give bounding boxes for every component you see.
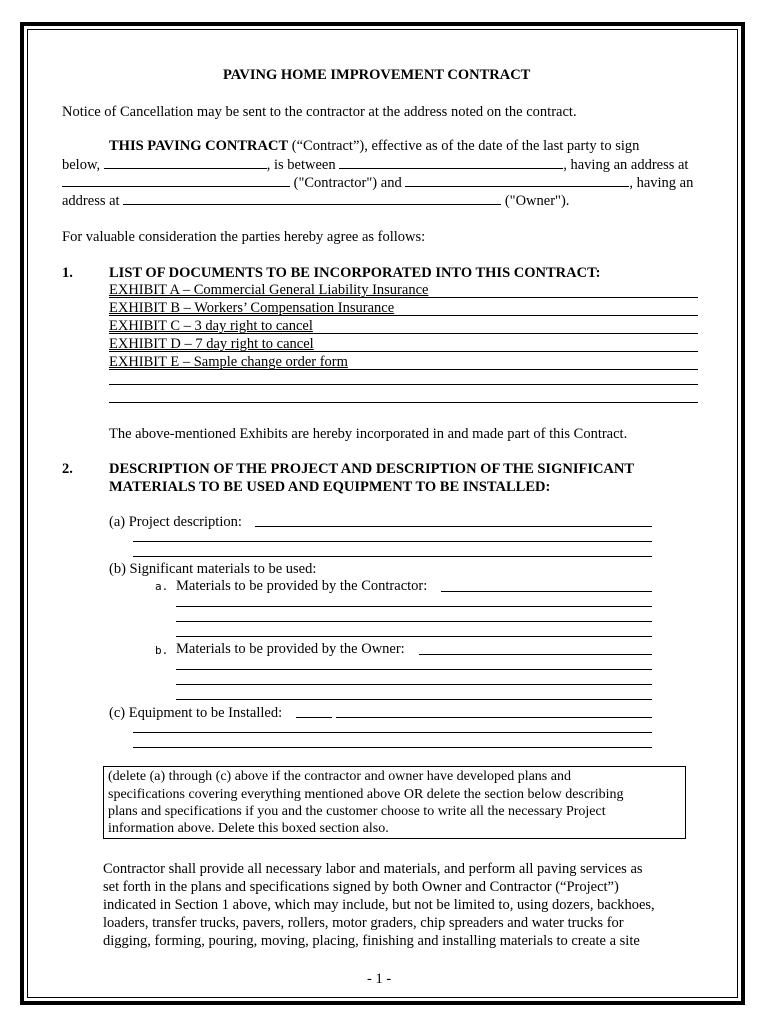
equipment-blank-short[interactable] xyxy=(296,717,332,718)
document-title: PAVING HOME IMPROVEMENT CONTRACT xyxy=(223,67,531,83)
exhibit-blank-line[interactable] xyxy=(109,384,698,385)
paragraph-line: loaders, transfer trucks, pavers, rollers, motor graders, chip spreaders and water trucks for xyxy=(103,915,624,931)
intro-line2-c: , having an address at xyxy=(563,157,689,173)
project-description-blank[interactable] xyxy=(133,556,652,557)
exhibit-d-label: EXHIBIT D – 7 day right to cancel xyxy=(109,336,314,352)
intro-line-2 xyxy=(62,155,688,174)
significant-materials-label: (b) Significant materials to be used: xyxy=(109,561,317,577)
section2-heading-line1: DESCRIPTION OF THE PROJECT AND DESCRIPTION OF THE SIGNIFICANT xyxy=(109,461,635,477)
intro-line3-a: ("Contractor") and xyxy=(290,175,406,191)
materials-contractor-blank[interactable] xyxy=(176,621,652,622)
exhibit-c xyxy=(109,317,698,334)
materials-owner-marker: b. xyxy=(155,644,169,657)
equipment-blank[interactable] xyxy=(133,747,652,748)
intro-line2-b: , is between xyxy=(266,157,340,173)
intro-bold: THIS PAVING CONTRACT xyxy=(109,138,289,154)
intro-line2-a: below, xyxy=(62,157,104,173)
contractor-name-blank[interactable] xyxy=(339,155,563,169)
exhibit-e-label: EXHIBIT E – Sample change order form xyxy=(109,354,348,370)
section2-heading-line2: MATERIALS TO BE USED AND EQUIPMENT TO BE INSTALLED: xyxy=(109,479,551,495)
cancellation-notice: Notice of Cancellation may be sent to the contractor at the address noted on the contract. xyxy=(62,104,577,120)
exhibit-e xyxy=(109,353,698,370)
exhibit-b-label: EXHIBIT B – Workers’ Compensation Insurance xyxy=(109,300,395,316)
intro-line-3 xyxy=(62,173,693,192)
exhibit-d xyxy=(109,335,698,352)
project-description-label: (a) Project description: xyxy=(109,514,242,530)
section1-heading: LIST OF DOCUMENTS TO BE INCORPORATED INTO THIS CONTRACT: xyxy=(109,265,601,281)
equipment-blank[interactable] xyxy=(133,732,652,733)
exhibit-c-label: EXHIBIT C – 3 day right to cancel xyxy=(109,318,313,334)
paragraph-line: Contractor shall provide all necessary labor and materials, and perform all paving services as xyxy=(103,861,643,877)
owner-address-blank[interactable] xyxy=(123,191,501,205)
paragraph-line: set forth in the plans and specifications signed by both Owner and Contractor (“Project”) xyxy=(103,879,619,895)
intro-line4-a: address at xyxy=(62,193,124,209)
consideration-text: For valuable consideration the parties hereby agree as follows: xyxy=(62,229,426,245)
intro-line3-b: , having an xyxy=(629,175,694,191)
section1-number: 1. xyxy=(62,265,73,281)
exhibit-a xyxy=(109,281,698,298)
paragraph-line: indicated in Section 1 above, which may include, but not be limited to, using dozers, backhoes, xyxy=(103,897,655,913)
materials-owner-blank[interactable] xyxy=(419,654,652,655)
paragraph-line: digging, forming, pouring, moving, placing, finishing and installing materials to create a site xyxy=(103,933,640,949)
materials-owner-blank[interactable] xyxy=(176,699,652,700)
materials-contractor-blank[interactable] xyxy=(441,591,652,592)
note-line: (delete (a) through (c) above if the contractor and owner have developed plans and xyxy=(108,769,571,784)
intro-line-1 xyxy=(109,137,639,155)
materials-owner-blank[interactable] xyxy=(176,669,652,670)
exhibits-closing: The above-mentioned Exhibits are hereby incorporated in and made part of this Contract. xyxy=(109,426,628,442)
materials-owner-label: Materials to be provided by the Owner: xyxy=(176,641,405,657)
materials-contractor-marker: a. xyxy=(155,580,169,593)
note-line: information above. Delete this boxed section also. xyxy=(108,821,389,836)
equipment-blank[interactable] xyxy=(336,717,652,718)
equipment-label: (c) Equipment to be Installed: xyxy=(109,705,283,721)
contractor-address-blank[interactable] xyxy=(62,173,290,187)
intro-line-4 xyxy=(62,191,569,210)
materials-owner-blank[interactable] xyxy=(176,684,652,685)
owner-name-blank[interactable] xyxy=(405,173,629,187)
note-line: plans and specifications if you and the customer choose to write all the necessary Project xyxy=(108,804,606,819)
materials-contractor-blank[interactable] xyxy=(176,606,652,607)
note-line: specifications covering everything mentioned above OR delete the section below describing xyxy=(108,787,624,802)
exhibit-b xyxy=(109,299,698,316)
page-number: - 1 - xyxy=(367,971,392,987)
intro-line4-b: ("Owner"). xyxy=(501,193,570,209)
project-description-blank[interactable] xyxy=(255,526,652,527)
date-blank[interactable] xyxy=(104,155,267,169)
exhibit-blank-line[interactable] xyxy=(109,402,698,403)
intro-line1-rest: (“Contract”), effective as of the date of the last party to sign xyxy=(288,138,640,154)
project-description-blank[interactable] xyxy=(133,541,652,542)
exhibit-a-label: EXHIBIT A – Commercial General Liability Insurance xyxy=(109,282,429,298)
materials-contractor-blank[interactable] xyxy=(176,636,652,637)
boxed-instructions xyxy=(103,766,686,839)
materials-contractor-label: Materials to be provided by the Contractor: xyxy=(176,578,428,594)
section2-number: 2. xyxy=(62,461,73,477)
